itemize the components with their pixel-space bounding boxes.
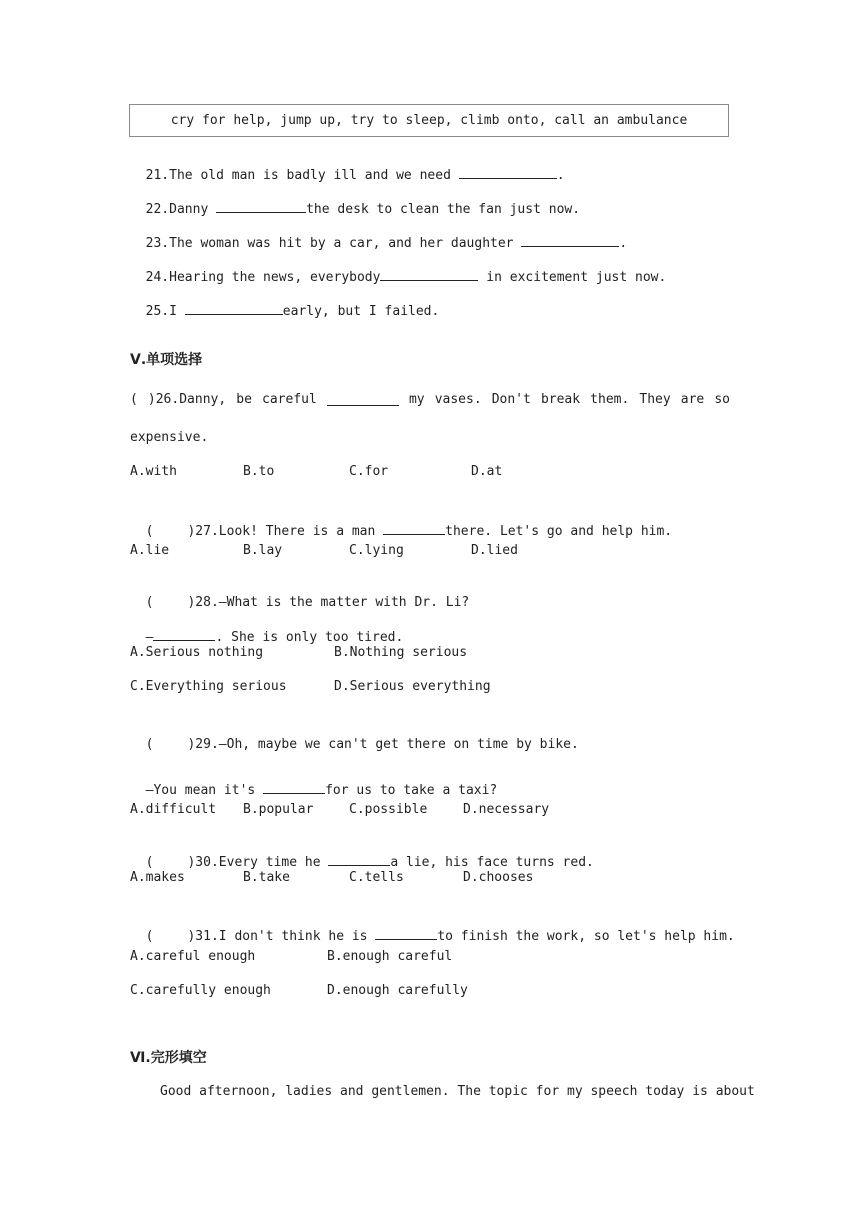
answer-blank xyxy=(153,628,215,641)
question-text: )30.Every time he xyxy=(187,855,329,870)
question-word: break xyxy=(540,392,581,407)
answer-paren: ( xyxy=(130,392,138,407)
answer-blank xyxy=(328,853,390,866)
q26-option-b: B.to xyxy=(243,464,275,479)
answer-blank xyxy=(375,927,437,940)
question-30 xyxy=(130,835,594,872)
answer-blank xyxy=(185,302,283,315)
q27-option-a: A.lie xyxy=(130,543,170,558)
question-text: )27.Look! There is a man xyxy=(187,524,384,539)
answer-paren: ( xyxy=(145,524,154,539)
question-word: my xyxy=(408,392,425,407)
word-bank-text: cry for help, jump up, try to sleep, climb onto, call an ambulance xyxy=(170,113,688,128)
question-word: They xyxy=(639,392,671,407)
item-text: in excitement just now. xyxy=(478,270,667,285)
answer-paren: ( xyxy=(145,595,154,610)
q27-option-c: C.lying xyxy=(349,543,404,558)
question-26-line-1 xyxy=(130,391,730,409)
answer-blank xyxy=(521,234,619,247)
question-word: be xyxy=(236,392,252,407)
q26-option-a: A.with xyxy=(130,464,177,479)
q31-option-c: C.carefully enough xyxy=(130,983,271,998)
answer-blank xyxy=(383,522,445,535)
answer-paren: ( xyxy=(145,929,154,944)
q28-option-b: B.Nothing serious xyxy=(334,645,468,660)
item-23 xyxy=(130,216,627,253)
q30-option-b: B.take xyxy=(243,870,290,885)
answer-paren: ( xyxy=(145,855,154,870)
item-text: . xyxy=(619,236,628,251)
q30-option-a: A.makes xyxy=(130,870,185,885)
question-word: are xyxy=(680,392,705,407)
q27-option-d: D.lied xyxy=(471,543,518,558)
q26-option-d: D.at xyxy=(471,464,503,479)
item-text: early, but I failed. xyxy=(282,304,440,319)
section-heading-multiple-choice: Ⅴ.单项选择 xyxy=(130,352,203,368)
item-24 xyxy=(130,250,666,287)
item-22 xyxy=(130,182,580,219)
question-28-response xyxy=(130,610,403,647)
question-word: )26.Danny, xyxy=(147,392,227,407)
item-21 xyxy=(130,148,565,185)
answer-paren: ( xyxy=(145,737,154,752)
q29-option-d: D.necessary xyxy=(463,802,550,817)
item-text: 21.The old man is badly ill and we need xyxy=(145,168,459,183)
answer-blank xyxy=(216,200,306,213)
answer-blank xyxy=(380,268,478,281)
response-text: —You mean it's xyxy=(145,783,264,798)
question-31 xyxy=(130,909,735,946)
q28-option-c: C.Everything serious xyxy=(130,679,287,694)
q30-option-c: C.tells xyxy=(349,870,404,885)
response-dash: — xyxy=(145,630,154,645)
q31-option-b: B.enough careful xyxy=(327,949,453,964)
q28-option-d: D.Serious everything xyxy=(334,679,491,694)
item-text: . xyxy=(556,168,565,183)
question-text: a lie, his face turns red. xyxy=(390,855,594,870)
q26-option-c: C.for xyxy=(349,464,389,479)
q29-option-a: A.difficult xyxy=(130,802,217,817)
q30-option-d: D.chooses xyxy=(463,870,534,885)
q29-option-c: C.possible xyxy=(349,802,428,817)
question-word: careful xyxy=(262,392,317,407)
cloze-paragraph: Good afternoon, ladies and gentlemen. The topic for my speech today is about xyxy=(160,1084,755,1099)
question-text: )29.—Oh, maybe we can't get there on time by bike. xyxy=(187,737,579,752)
question-27 xyxy=(130,504,672,541)
question-29 xyxy=(130,718,579,754)
question-word: so xyxy=(714,392,730,407)
response-text: . She is only too tired. xyxy=(215,630,404,645)
question-text: to finish the work, so let's help him. xyxy=(437,929,735,944)
question-text: there. Let's go and help him. xyxy=(445,524,673,539)
section-heading-cloze: Ⅵ.完形填空 xyxy=(130,1050,207,1066)
item-text: 22.Danny xyxy=(145,202,217,217)
question-word: them. xyxy=(590,392,630,407)
answer-blank xyxy=(263,781,325,794)
item-text: 23.The woman was hit by a car, and her daughter xyxy=(145,236,522,251)
q27-option-b: B.lay xyxy=(243,543,283,558)
q28-option-a: A.Serious nothing xyxy=(130,645,264,660)
question-text: )28.—What is the matter with Dr. Li? xyxy=(187,595,470,610)
q31-option-d: D.enough carefully xyxy=(327,983,468,998)
item-text: 25.I xyxy=(145,304,185,319)
item-text: the desk to clean the fan just now. xyxy=(306,202,581,217)
question-26-line-2: expensive. xyxy=(130,430,209,445)
response-text: for us to take a taxi? xyxy=(325,783,498,798)
question-text: )31.I don't think he is xyxy=(187,929,376,944)
question-29-response xyxy=(130,763,497,800)
answer-blank xyxy=(459,166,557,179)
question-word: vases. xyxy=(434,392,482,407)
question-28 xyxy=(130,576,469,612)
answer-blank xyxy=(327,391,399,406)
q31-option-a: A.careful enough xyxy=(130,949,256,964)
word-bank-box xyxy=(129,104,729,137)
item-25 xyxy=(130,284,439,321)
item-text: 24.Hearing the news, everybody xyxy=(145,270,381,285)
q29-option-b: B.popular xyxy=(243,802,314,817)
question-word: Don't xyxy=(491,392,531,407)
